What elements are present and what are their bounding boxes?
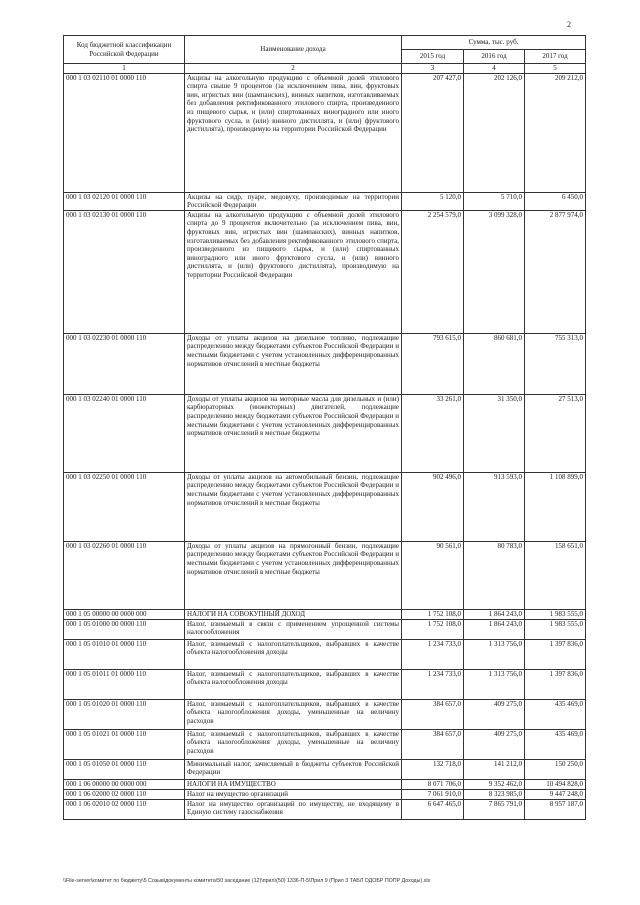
table-row	[64, 333, 586, 394]
row-value-2016: 9 352 462,0	[464, 779, 525, 789]
header-sum: Сумма, тыс. руб.	[402, 36, 586, 50]
table-row	[64, 759, 586, 779]
col-number-4: 4	[464, 64, 525, 74]
table-row	[64, 210, 586, 333]
row-value-2015: 1 752 108,0	[402, 609, 464, 619]
row-value-2016: 1 864 243,0	[464, 619, 525, 639]
row-code: 000 1 05 01000 00 0000 110	[64, 619, 185, 639]
row-name: Налог на имущество организаций по имуществу, не входящему в Единую систему газоснабжения	[185, 799, 402, 819]
row-value-2017: 1 983 555,0	[525, 609, 586, 619]
row-value-2016: 31 350,0	[464, 394, 525, 472]
row-code: 000 1 03 02230 01 0000 110	[64, 333, 185, 394]
row-value-2015: 90 561,0	[402, 541, 464, 609]
col-number-3: 3	[402, 64, 464, 74]
table-row	[64, 73, 586, 192]
row-value-2016: 1 864 243,0	[464, 609, 525, 619]
row-code: 000 1 03 02250 01 0000 110	[64, 472, 185, 541]
row-value-2016: 1 313 756,0	[464, 639, 525, 669]
income-table	[63, 35, 586, 820]
col-number-5: 5	[525, 64, 586, 74]
row-name: Налог, взимаемый с налогоплательщиков, выбравших в качестве объекта налогообложения доходы, уменьшенные на величину расходов	[185, 699, 402, 729]
row-value-2017: 1 108 899,0	[525, 472, 586, 541]
row-value-2016: 860 681,0	[464, 333, 525, 394]
row-value-2015: 132 718,0	[402, 759, 464, 779]
row-value-2015: 8 071 706,0	[402, 779, 464, 789]
row-value-2015: 793 615,0	[402, 333, 464, 394]
row-code: 000 1 06 02010 02 0000 110	[64, 799, 185, 819]
header-year-2015: 2015 год	[402, 50, 464, 64]
row-value-2017: 1 397 836,0	[525, 669, 586, 699]
row-value-2016: 80 783,0	[464, 541, 525, 609]
table-row	[64, 789, 586, 799]
row-value-2017: 209 212,0	[525, 73, 586, 192]
row-value-2015: 5 120,0	[402, 192, 464, 210]
row-name: Налог, взимаемый с налогоплательщиков, выбравших в качестве объекта налогообложения доходы, уменьшенные на величину расходов	[185, 729, 402, 759]
row-value-2016: 7 865 791,0	[464, 799, 525, 819]
col-number-2: 2	[185, 64, 402, 74]
row-name: Доходы от уплаты акцизов на моторные масла для дизельных и (или) карбюраторных (инжекторных) двигателей, подлежащие распределению между бюджетами субъектов Российской Федерации и местными бюджетами с учетом установленных дифференцированных нормативов отчислений в местные бюджеты	[185, 394, 402, 472]
row-name: Налог, взимаемый с налогоплательщиков, выбравших в качестве объекта налогообложения доходы	[185, 669, 402, 699]
row-value-2017: 435 469,0	[525, 699, 586, 729]
row-code: 000 1 05 01021 01 0000 110	[64, 729, 185, 759]
row-value-2016: 202 126,0	[464, 73, 525, 192]
row-value-2016: 5 710,0	[464, 192, 525, 210]
row-name: НАЛОГИ НА СОВОКУПНЫЙ ДОХОД	[185, 609, 402, 619]
row-code: 000 1 03 02110 01 0000 110	[64, 73, 185, 192]
row-code: 000 1 03 02120 01 0000 110	[64, 192, 185, 210]
table-row	[64, 472, 586, 541]
row-value-2015: 7 061 910,0	[402, 789, 464, 799]
row-value-2017: 755 313,0	[525, 333, 586, 394]
row-name: Доходы от уплаты акцизов на дизельное топливо, подлежащие распределению между бюджетами субъектов Российской Федерации и местными бюджетами с учетом установленных дифференцированных нормативов отчислений в местные бюджеты	[185, 333, 402, 394]
row-value-2017: 6 450,0	[525, 192, 586, 210]
row-value-2015: 384 657,0	[402, 699, 464, 729]
row-code: 000 1 05 00000 00 0000 000	[64, 609, 185, 619]
row-name: Доходы от уплаты акцизов на прямогонный бензин, подлежащие распределению между бюджетами субъектов Российской Федерации и местными бюджетами с учетом установленных дифференцированных нормативов отчислений в местные бюджеты	[185, 541, 402, 609]
row-code: 000 1 03 02260 01 0000 110	[64, 541, 185, 609]
table-row	[64, 192, 586, 210]
row-value-2016: 409 275,0	[464, 699, 525, 729]
header-code: Код бюджетной классификации Российской Федерации	[64, 36, 185, 64]
table-row	[64, 729, 586, 759]
row-value-2015: 1 234 733,0	[402, 669, 464, 699]
row-value-2016: 913 593,0	[464, 472, 525, 541]
row-value-2016: 409 275,0	[464, 729, 525, 759]
row-code: 000 1 03 02240 01 0000 110	[64, 394, 185, 472]
row-code: 000 1 05 01011 01 0000 110	[64, 669, 185, 699]
table-row	[64, 394, 586, 472]
table-row	[64, 609, 586, 619]
row-value-2015: 1 234 733,0	[402, 639, 464, 669]
row-code: 000 1 05 01050 01 0000 110	[64, 759, 185, 779]
row-name: НАЛОГИ НА ИМУЩЕСТВО	[185, 779, 402, 789]
row-value-2015: 207 427,0	[402, 73, 464, 192]
table-row	[64, 699, 586, 729]
header-name: Наименование дохода	[185, 36, 402, 64]
row-value-2015: 33 261,0	[402, 394, 464, 472]
row-value-2015: 902 496,0	[402, 472, 464, 541]
table-row	[64, 669, 586, 699]
row-value-2015: 6 647 465,0	[402, 799, 464, 819]
row-value-2016: 141 212,0	[464, 759, 525, 779]
row-value-2017: 158 651,0	[525, 541, 586, 609]
table-row	[64, 619, 586, 639]
row-value-2017: 9 447 248,0	[525, 789, 586, 799]
row-value-2016: 1 313 756,0	[464, 669, 525, 699]
row-code: 000 1 03 02130 01 0000 110	[64, 210, 185, 333]
row-value-2017: 8 957 187,0	[525, 799, 586, 819]
row-value-2017: 10 494 828,0	[525, 779, 586, 789]
row-name: Акцизы на сидр, пуаре, медовуху, производимые на территории Российской Федерации	[185, 192, 402, 210]
row-value-2017: 27 513,0	[525, 394, 586, 472]
row-name: Налог, взимаемый с налогоплательщиков, выбравших в качестве объекта налогообложения доходы	[185, 639, 402, 669]
row-value-2016: 8 323 985,0	[464, 789, 525, 799]
table-row	[64, 799, 586, 819]
row-name: Акцизы на алкогольную продукцию с объемной долей этилового спирта свыше 9 процентов (за исключением пива, вин, фруктовых вин, игристых вин (шампанских), винных напитков, изготавливаемых без добавления ректификованного этилового спирта, произведенного из пищевого сырья, и (или) спиртованных виноградного или иного фруктового сусла, и (или) винного дистиллята, и (или) фруктового дистиллята), производимую на территории Российской Федерации	[185, 73, 402, 192]
row-code: 000 1 06 00000 00 0000 000	[64, 779, 185, 789]
row-name: Налог, взимаемый в связи с применением упрощенной системы налогообложения	[185, 619, 402, 639]
row-code: 000 1 05 01020 01 0000 110	[64, 699, 185, 729]
page-number: 2	[567, 20, 571, 29]
row-value-2015: 1 752 108,0	[402, 619, 464, 639]
row-value-2017: 1 397 836,0	[525, 639, 586, 669]
row-name: Акцизы на алкогольную продукцию с объемной долей этилового спирта до 9 процентов включительно (за исключением пива, вин, фруктовых вин, игристых вин (шампанских), винных напитков, изготавливаемых без добавления ректификованного этилового спирта, произведенного из пищевого сырья, и (или) спиртованных виноградного или иного фруктового сусла, и (или) винного дистиллята, и (или) фруктового дистиллята), производимую на территории Российской Федерации	[185, 210, 402, 333]
table-row	[64, 779, 586, 789]
row-value-2016: 3 099 328,0	[464, 210, 525, 333]
header-year-2017: 2017 год	[525, 50, 586, 64]
row-value-2017: 150 250,0	[525, 759, 586, 779]
row-value-2015: 384 657,0	[402, 729, 464, 759]
row-value-2015: 2 254 579,0	[402, 210, 464, 333]
row-code: 000 1 06 02000 02 0000 110	[64, 789, 185, 799]
row-name: Минимальный налог, зачисляемый в бюджеты субъектов Российской Федерации	[185, 759, 402, 779]
header-year-2016: 2016 год	[464, 50, 525, 64]
row-name: Налог на имущество организаций	[185, 789, 402, 799]
row-value-2017: 435 469,0	[525, 729, 586, 759]
col-number-1: 1	[64, 64, 185, 74]
file-path-footer: \\File-server\комитет по бюджету\5 Созыв\документы комитета\50 заседание (12)\прил\(50) 1336-П-5\Прил 9 (Прил 3 ТАБЛ ОДОБР ПОПР Доходы).xls	[63, 878, 431, 884]
table-row	[64, 541, 586, 609]
row-value-2017: 1 983 555,0	[525, 619, 586, 639]
table-row	[64, 639, 586, 669]
row-name: Доходы от уплаты акцизов на автомобильный бензин, подлежащие распределению между бюджетами субъектов Российской Федерации и местными бюджетами с учетом установленных дифференцированных нормативов отчислений в местные бюджеты	[185, 472, 402, 541]
row-code: 000 1 05 01010 01 0000 110	[64, 639, 185, 669]
row-value-2017: 2 877 974,0	[525, 210, 586, 333]
